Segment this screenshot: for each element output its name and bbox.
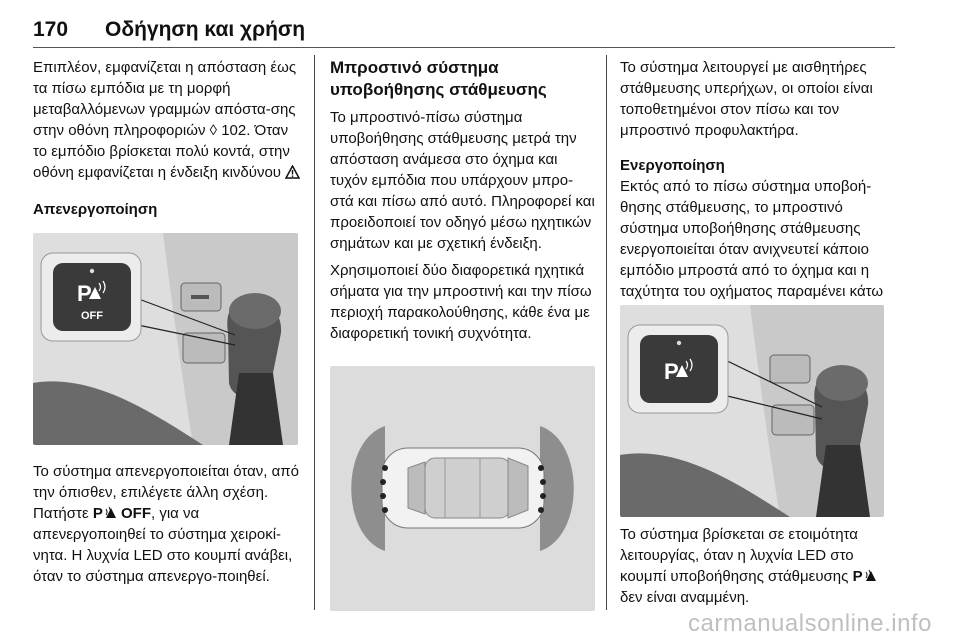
front-park-assist-paragraph-2: Χρησιμοποιεί δύο διαφορετικά ηχητικά σήματα για την μπροστινή και την πίσω περιοχή παρακολούθησης, κάθε ένα με διαφορετική τονική συχνότητα. (330, 262, 592, 342)
figure1-p-label: P (77, 281, 92, 306)
page-header (33, 18, 305, 42)
parking-key-p-2: P (852, 568, 863, 585)
deactivation-text: Το σύστημα απενεργοποιείται όταν, από την όπισθεν, επιλέγετε άλλη σχέση. Πατήστε (33, 463, 299, 522)
column-1 (33, 57, 303, 220)
deactivation-text-2: , για να απενεργοποιηθεί το σύστημα χειροκί-νητα. Η λυχνία LED στο κουμπί ανάβει, όταν το σύστημα απενεργο-ποιηθεί. (33, 505, 293, 585)
console-figure-2 (620, 305, 884, 517)
parking-sensor-inline-icon (103, 506, 117, 519)
parking-key-p: P (92, 505, 103, 522)
sensors-paragraph: Το σύστημα λειτουργεί με αισθητήρες στάθμευσης υπερήχων, οι οποίοι είναι τοποθετημένοι στον πίσω και τον μπροστινό προφυλακτήρα. (620, 59, 873, 139)
activation-paragraph: Εκτός από το πίσω σύστημα υποβοή-θησης στάθμευσης, το μπροστινό σύστημα υποβοήθησης στάθμευσης ενεργοποιείται όταν ανιχνευτεί κάποιο εμπόδιο μπροστά από το όχημα και η ταχύτητα του οχήματος παραμένει κάτω (620, 178, 884, 300)
activation-heading: Ενεργοποίηση (620, 157, 725, 174)
ready-text: Το σύστημα βρίσκεται σε ετοιμότητα λειτουργίας, όταν η λυχνία LED στο κουμπί υποβοήθησης στάθμευσης (620, 526, 858, 585)
page-ref-arrow-icon: ◊ (209, 122, 218, 139)
column-3 (620, 57, 898, 323)
front-park-assist-heading: Μπροστινό σύστημα υποβοήθησης στάθμευσης (330, 58, 547, 99)
page-number: 170 (33, 18, 69, 41)
header-rule (33, 47, 895, 48)
ready-paragraph (620, 524, 898, 608)
intro-paragraph (33, 57, 303, 183)
column-2 (330, 57, 595, 344)
parking-sensor-inline-icon-2 (863, 569, 877, 582)
intro-text-2: Όταν το εμπόδιο βρίσκεται πολύ κοντά, στην οθόνη εμφανίζεται η ένδειξη κινδύνου (33, 122, 290, 181)
intro-text: Επιπλέον, εμφανίζεται η απόσταση έως τα πίσω εμπόδια με τη μορφή μεταβαλλόμενων γραμμών απόστα-σης στην οθόνη πληροφοριών (33, 59, 297, 139)
watermark: carmanualsonline.info (688, 610, 932, 637)
front-park-assist-paragraph-1: Το μπροστινό-πίσω σύστημα υποβοήθησης στάθμευσης μετρά την απόσταση ανάμεσα στο όχημα και τυχόν εμπόδια που υπάρχουν μπρο-στά και πίσω από αυτό. Πληροφορεί και προειδοποιεί τον οδηγό μέσω ηχητικών σημάτων και με σχετική ένδειξη. (330, 109, 595, 252)
car-sensor-figure (330, 366, 595, 611)
console-illustration (33, 233, 298, 445)
ready-text-2: δεν είναι αναμμένη. (620, 589, 750, 606)
parking-key-off: OFF (121, 505, 152, 522)
page-title: Οδήγηση και χρήση (105, 18, 306, 41)
column-divider-1 (314, 55, 315, 610)
page-ref-link[interactable]: 102. (221, 122, 251, 139)
console-illustration-2 (620, 305, 884, 517)
column-divider-2 (606, 55, 607, 610)
figure1-off-label: OFF (81, 310, 103, 322)
deactivation-heading: Απενεργοποίηση (33, 201, 158, 218)
column-1-body (33, 461, 303, 587)
warning-triangle-icon (285, 165, 300, 179)
car-top-view-illustration (330, 366, 595, 611)
column-3-body (620, 524, 898, 608)
deactivation-paragraph (33, 461, 303, 587)
figure2-p-label: P (664, 359, 679, 384)
console-figure-1 (33, 233, 298, 445)
